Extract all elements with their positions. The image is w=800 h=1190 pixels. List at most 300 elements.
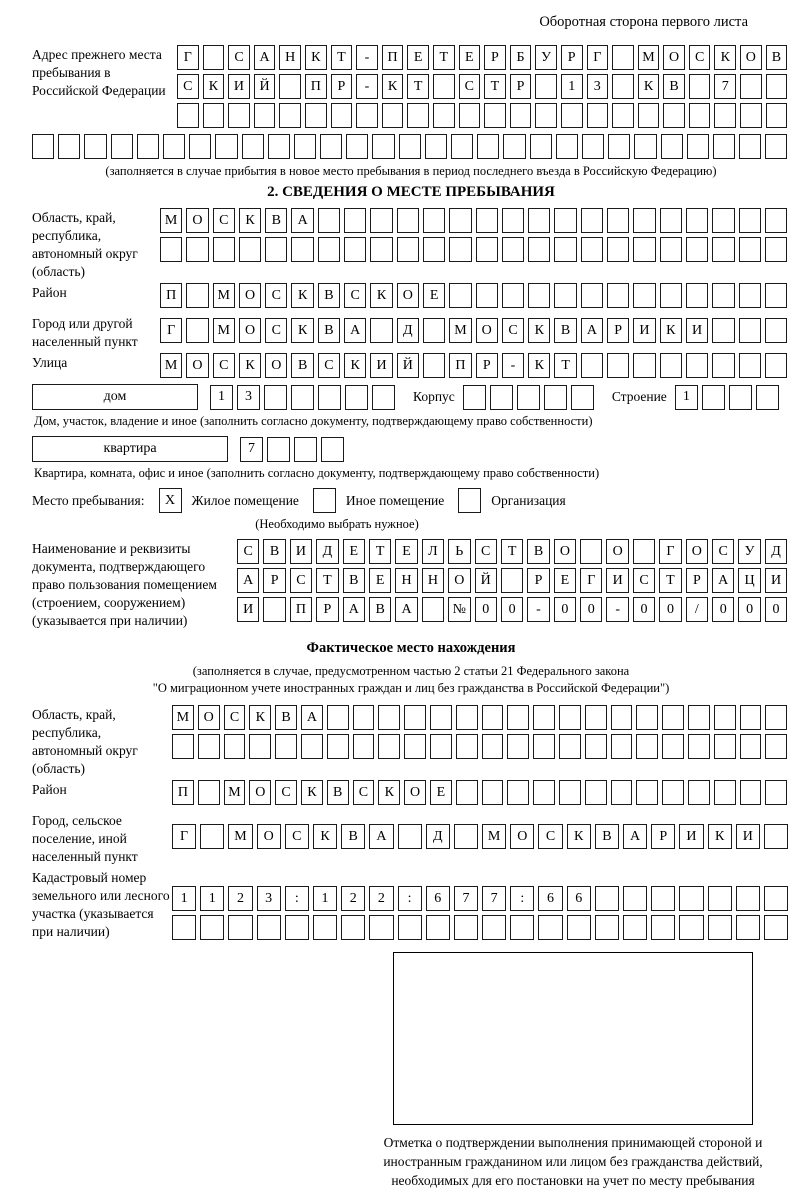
char-cell[interactable] — [476, 208, 498, 233]
organization-checkbox[interactable] — [458, 488, 481, 513]
char-cell[interactable]: Ь — [448, 539, 470, 564]
char-cell[interactable]: Р — [651, 824, 675, 849]
char-cell[interactable] — [370, 237, 392, 262]
char-cell[interactable] — [571, 385, 594, 410]
char-cell[interactable]: В — [265, 208, 287, 233]
char-cell[interactable] — [686, 353, 708, 378]
char-cell[interactable] — [382, 103, 404, 128]
char-cell[interactable] — [714, 780, 736, 805]
char-cell[interactable]: В — [327, 780, 349, 805]
char-cell[interactable] — [423, 208, 445, 233]
char-cell[interactable] — [607, 237, 629, 262]
char-cell[interactable]: О — [510, 824, 534, 849]
char-cell[interactable]: П — [160, 283, 182, 308]
char-cell[interactable]: С — [213, 353, 235, 378]
char-cell[interactable]: П — [290, 597, 312, 622]
char-cell[interactable] — [320, 134, 342, 159]
char-cell[interactable]: М — [172, 705, 194, 730]
char-cell[interactable] — [533, 780, 555, 805]
char-cell[interactable] — [399, 134, 421, 159]
char-cell[interactable] — [612, 45, 634, 70]
char-cell[interactable]: Н — [279, 45, 301, 70]
char-cell[interactable] — [137, 134, 159, 159]
char-cell[interactable]: 0 — [501, 597, 523, 622]
char-cell[interactable] — [765, 283, 787, 308]
char-cell[interactable] — [554, 283, 576, 308]
char-cell[interactable]: С — [502, 318, 524, 343]
char-cell[interactable] — [186, 283, 208, 308]
char-cell[interactable] — [689, 103, 711, 128]
char-cell[interactable]: О — [448, 568, 470, 593]
char-cell[interactable]: А — [712, 568, 734, 593]
char-cell[interactable] — [559, 734, 581, 759]
char-cell[interactable] — [268, 134, 290, 159]
char-cell[interactable]: 0 — [475, 597, 497, 622]
char-cell[interactable] — [611, 780, 633, 805]
char-cell[interactable] — [612, 74, 634, 99]
char-cell[interactable] — [638, 103, 660, 128]
char-cell[interactable]: В — [663, 74, 685, 99]
char-cell[interactable] — [729, 385, 752, 410]
char-cell[interactable]: С — [265, 318, 287, 343]
char-cell[interactable]: Е — [343, 539, 365, 564]
char-cell[interactable] — [454, 824, 478, 849]
char-cell[interactable]: Г — [177, 45, 199, 70]
char-cell[interactable]: С — [265, 283, 287, 308]
char-cell[interactable] — [739, 318, 761, 343]
char-cell[interactable] — [294, 437, 317, 462]
char-cell[interactable] — [651, 915, 675, 940]
char-cell[interactable] — [369, 915, 393, 940]
char-cell[interactable] — [708, 915, 732, 940]
char-cell[interactable]: Т — [369, 539, 391, 564]
char-cell[interactable]: С — [290, 568, 312, 593]
char-cell[interactable]: 1 — [200, 886, 224, 911]
char-cell[interactable]: Н — [395, 568, 417, 593]
char-cell[interactable]: В — [275, 705, 297, 730]
char-cell[interactable] — [740, 780, 762, 805]
char-cell[interactable] — [407, 103, 429, 128]
char-cell[interactable] — [451, 134, 473, 159]
char-cell[interactable] — [766, 74, 788, 99]
char-cell[interactable] — [456, 734, 478, 759]
char-cell[interactable] — [370, 318, 392, 343]
char-cell[interactable]: К — [239, 208, 261, 233]
char-cell[interactable]: О — [476, 318, 498, 343]
char-cell[interactable]: А — [301, 705, 323, 730]
char-cell[interactable]: М — [228, 824, 252, 849]
char-cell[interactable] — [321, 437, 344, 462]
char-cell[interactable] — [353, 705, 375, 730]
char-cell[interactable] — [533, 734, 555, 759]
char-cell[interactable] — [430, 734, 452, 759]
char-cell[interactable] — [633, 283, 655, 308]
char-cell[interactable]: И — [290, 539, 312, 564]
char-cell[interactable] — [739, 353, 761, 378]
char-cell[interactable] — [275, 734, 297, 759]
char-cell[interactable] — [765, 353, 787, 378]
char-cell[interactable] — [477, 134, 499, 159]
char-cell[interactable] — [301, 734, 323, 759]
char-cell[interactable]: К — [301, 780, 323, 805]
char-cell[interactable]: М — [482, 824, 506, 849]
char-cell[interactable] — [559, 780, 581, 805]
char-cell[interactable] — [305, 103, 327, 128]
char-cell[interactable] — [765, 705, 787, 730]
char-cell[interactable] — [318, 237, 340, 262]
char-cell[interactable] — [535, 74, 557, 99]
char-cell[interactable]: М — [638, 45, 660, 70]
char-cell[interactable] — [327, 734, 349, 759]
char-cell[interactable] — [740, 705, 762, 730]
char-cell[interactable] — [163, 134, 185, 159]
char-cell[interactable]: О — [239, 318, 261, 343]
char-cell[interactable]: Р — [510, 74, 532, 99]
char-cell[interactable]: М — [224, 780, 246, 805]
char-cell[interactable]: И — [679, 824, 703, 849]
char-cell[interactable] — [423, 318, 445, 343]
char-cell[interactable] — [32, 134, 54, 159]
char-cell[interactable] — [585, 734, 607, 759]
char-cell[interactable] — [633, 237, 655, 262]
char-cell[interactable] — [449, 237, 471, 262]
char-cell[interactable]: К — [714, 45, 736, 70]
char-cell[interactable] — [228, 915, 252, 940]
char-cell[interactable]: Е — [459, 45, 481, 70]
char-cell[interactable] — [346, 134, 368, 159]
char-cell[interactable]: Р — [561, 45, 583, 70]
char-cell[interactable]: 0 — [580, 597, 602, 622]
char-cell[interactable]: 0 — [738, 597, 760, 622]
char-cell[interactable] — [160, 237, 182, 262]
char-cell[interactable]: Р — [331, 74, 353, 99]
char-cell[interactable] — [318, 208, 340, 233]
char-cell[interactable] — [530, 134, 552, 159]
char-cell[interactable]: Й — [254, 74, 276, 99]
char-cell[interactable] — [535, 103, 557, 128]
char-cell[interactable] — [712, 237, 734, 262]
char-cell[interactable] — [528, 283, 550, 308]
char-cell[interactable] — [633, 208, 655, 233]
char-cell[interactable] — [533, 705, 555, 730]
char-cell[interactable]: К — [528, 353, 550, 378]
char-cell[interactable]: М — [160, 208, 182, 233]
char-cell[interactable] — [739, 237, 761, 262]
char-cell[interactable]: О — [606, 539, 628, 564]
char-cell[interactable]: О — [265, 353, 287, 378]
char-cell[interactable] — [456, 780, 478, 805]
char-cell[interactable]: О — [663, 45, 685, 70]
char-cell[interactable] — [660, 283, 682, 308]
char-cell[interactable] — [740, 103, 762, 128]
char-cell[interactable]: В — [318, 318, 340, 343]
char-cell[interactable] — [378, 734, 400, 759]
char-cell[interactable]: А — [395, 597, 417, 622]
char-cell[interactable] — [111, 134, 133, 159]
char-cell[interactable]: Е — [407, 45, 429, 70]
char-cell[interactable]: Т — [316, 568, 338, 593]
char-cell[interactable] — [611, 705, 633, 730]
char-cell[interactable]: 7 — [240, 437, 263, 462]
char-cell[interactable] — [633, 353, 655, 378]
char-cell[interactable] — [714, 103, 736, 128]
char-cell[interactable]: Т — [433, 45, 455, 70]
char-cell[interactable] — [736, 915, 760, 940]
char-cell[interactable] — [567, 915, 591, 940]
char-cell[interactable] — [765, 134, 787, 159]
char-cell[interactable] — [739, 208, 761, 233]
char-cell[interactable]: Т — [331, 45, 353, 70]
char-cell[interactable] — [585, 780, 607, 805]
char-cell[interactable]: И — [633, 318, 655, 343]
char-cell[interactable] — [556, 134, 578, 159]
char-cell[interactable] — [370, 208, 392, 233]
char-cell[interactable] — [765, 318, 787, 343]
char-cell[interactable] — [463, 385, 486, 410]
char-cell[interactable]: : — [510, 886, 534, 911]
char-cell[interactable] — [517, 385, 540, 410]
char-cell[interactable] — [544, 385, 567, 410]
char-cell[interactable]: С — [285, 824, 309, 849]
char-cell[interactable]: Е — [554, 568, 576, 593]
char-cell[interactable] — [736, 886, 760, 911]
char-cell[interactable] — [607, 283, 629, 308]
char-cell[interactable]: Т — [659, 568, 681, 593]
char-cell[interactable]: С — [475, 539, 497, 564]
char-cell[interactable] — [612, 103, 634, 128]
char-cell[interactable] — [581, 208, 603, 233]
char-cell[interactable]: Д — [765, 539, 787, 564]
char-cell[interactable] — [228, 103, 250, 128]
char-cell[interactable]: 1 — [561, 74, 583, 99]
char-cell[interactable] — [502, 237, 524, 262]
char-cell[interactable]: К — [638, 74, 660, 99]
char-cell[interactable] — [501, 568, 523, 593]
char-cell[interactable]: 2 — [369, 886, 393, 911]
char-cell[interactable] — [398, 915, 422, 940]
char-cell[interactable] — [581, 283, 603, 308]
char-cell[interactable] — [679, 915, 703, 940]
char-cell[interactable] — [608, 134, 630, 159]
char-cell[interactable] — [398, 824, 422, 849]
char-cell[interactable] — [559, 705, 581, 730]
char-cell[interactable] — [765, 208, 787, 233]
char-cell[interactable]: В — [595, 824, 619, 849]
char-cell[interactable] — [423, 237, 445, 262]
char-cell[interactable] — [327, 705, 349, 730]
char-cell[interactable] — [507, 734, 529, 759]
char-cell[interactable]: У — [738, 539, 760, 564]
char-cell[interactable]: Е — [423, 283, 445, 308]
char-cell[interactable]: О — [257, 824, 281, 849]
char-cell[interactable]: 0 — [765, 597, 787, 622]
char-cell[interactable] — [663, 103, 685, 128]
char-cell[interactable] — [372, 385, 395, 410]
char-cell[interactable]: С — [237, 539, 259, 564]
char-cell[interactable]: 0 — [554, 597, 576, 622]
char-cell[interactable]: Д — [397, 318, 419, 343]
char-cell[interactable]: Р — [316, 597, 338, 622]
char-cell[interactable]: А — [254, 45, 276, 70]
char-cell[interactable] — [688, 780, 710, 805]
char-cell[interactable] — [482, 915, 506, 940]
char-cell[interactable] — [687, 134, 709, 159]
char-cell[interactable]: В — [554, 318, 576, 343]
char-cell[interactable]: С — [353, 780, 375, 805]
char-cell[interactable] — [587, 103, 609, 128]
char-cell[interactable] — [510, 103, 532, 128]
char-cell[interactable] — [449, 283, 471, 308]
char-cell[interactable]: А — [344, 318, 366, 343]
char-cell[interactable] — [291, 237, 313, 262]
char-cell[interactable] — [422, 597, 444, 622]
char-cell[interactable]: Р — [484, 45, 506, 70]
char-cell[interactable] — [58, 134, 80, 159]
char-cell[interactable] — [686, 283, 708, 308]
char-cell[interactable]: В — [343, 568, 365, 593]
char-cell[interactable]: О — [249, 780, 271, 805]
char-cell[interactable] — [425, 134, 447, 159]
char-cell[interactable] — [291, 385, 314, 410]
char-cell[interactable] — [490, 385, 513, 410]
char-cell[interactable] — [662, 705, 684, 730]
char-cell[interactable]: О — [740, 45, 762, 70]
char-cell[interactable]: А — [369, 824, 393, 849]
char-cell[interactable]: К — [370, 283, 392, 308]
char-cell[interactable] — [242, 134, 264, 159]
char-cell[interactable] — [507, 780, 529, 805]
char-cell[interactable]: С — [213, 208, 235, 233]
char-cell[interactable] — [482, 705, 504, 730]
char-cell[interactable]: О — [186, 208, 208, 233]
char-cell[interactable]: К — [305, 45, 327, 70]
char-cell[interactable]: И — [765, 568, 787, 593]
char-cell[interactable]: Г — [160, 318, 182, 343]
char-cell[interactable] — [84, 134, 106, 159]
char-cell[interactable]: В — [263, 539, 285, 564]
char-cell[interactable]: К — [567, 824, 591, 849]
char-cell[interactable] — [433, 74, 455, 99]
char-cell[interactable]: 7 — [454, 886, 478, 911]
char-cell[interactable]: С — [712, 539, 734, 564]
char-cell[interactable] — [702, 385, 725, 410]
char-cell[interactable]: 1 — [675, 385, 698, 410]
char-cell[interactable]: Й — [397, 353, 419, 378]
char-cell[interactable] — [581, 237, 603, 262]
char-cell[interactable] — [172, 915, 196, 940]
char-cell[interactable]: 0 — [659, 597, 681, 622]
char-cell[interactable] — [662, 780, 684, 805]
char-cell[interactable] — [318, 385, 341, 410]
char-cell[interactable] — [607, 353, 629, 378]
char-cell[interactable] — [456, 705, 478, 730]
char-cell[interactable] — [502, 208, 524, 233]
char-cell[interactable]: Е — [430, 780, 452, 805]
char-cell[interactable] — [476, 237, 498, 262]
char-cell[interactable] — [636, 734, 658, 759]
char-cell[interactable] — [331, 103, 353, 128]
char-cell[interactable] — [714, 734, 736, 759]
char-cell[interactable]: О — [404, 780, 426, 805]
char-cell[interactable]: С — [228, 45, 250, 70]
char-cell[interactable]: 3 — [237, 385, 260, 410]
char-cell[interactable] — [482, 734, 504, 759]
char-cell[interactable] — [634, 134, 656, 159]
char-cell[interactable]: И — [736, 824, 760, 849]
char-cell[interactable]: Г — [172, 824, 196, 849]
char-cell[interactable] — [688, 705, 710, 730]
char-cell[interactable] — [177, 103, 199, 128]
char-cell[interactable] — [766, 103, 788, 128]
char-cell[interactable] — [372, 134, 394, 159]
char-cell[interactable]: С — [633, 568, 655, 593]
char-cell[interactable] — [765, 734, 787, 759]
char-cell[interactable]: - — [356, 45, 378, 70]
char-cell[interactable] — [689, 74, 711, 99]
char-cell[interactable] — [660, 237, 682, 262]
char-cell[interactable]: С — [459, 74, 481, 99]
char-cell[interactable]: А — [291, 208, 313, 233]
char-cell[interactable] — [430, 705, 452, 730]
char-cell[interactable] — [582, 134, 604, 159]
char-cell[interactable]: Т — [501, 539, 523, 564]
char-cell[interactable]: Г — [580, 568, 602, 593]
char-cell[interactable]: П — [172, 780, 194, 805]
char-cell[interactable]: Г — [659, 539, 681, 564]
char-cell[interactable] — [397, 237, 419, 262]
char-cell[interactable]: Г — [587, 45, 609, 70]
char-cell[interactable]: К — [378, 780, 400, 805]
char-cell[interactable]: В — [341, 824, 365, 849]
char-cell[interactable] — [712, 283, 734, 308]
char-cell[interactable] — [267, 437, 290, 462]
char-cell[interactable] — [257, 915, 281, 940]
char-cell[interactable] — [482, 780, 504, 805]
char-cell[interactable]: Р — [686, 568, 708, 593]
char-cell[interactable]: 3 — [257, 886, 281, 911]
other-premises-checkbox[interactable] — [313, 488, 336, 513]
char-cell[interactable] — [249, 734, 271, 759]
char-cell[interactable]: В — [527, 539, 549, 564]
char-cell[interactable]: П — [305, 74, 327, 99]
char-cell[interactable] — [636, 705, 658, 730]
char-cell[interactable]: А — [581, 318, 603, 343]
char-cell[interactable] — [739, 283, 761, 308]
char-cell[interactable] — [764, 915, 788, 940]
char-cell[interactable]: Й — [475, 568, 497, 593]
char-cell[interactable]: 1 — [313, 886, 337, 911]
char-cell[interactable] — [679, 886, 703, 911]
char-cell[interactable]: С — [224, 705, 246, 730]
char-cell[interactable]: О — [686, 539, 708, 564]
char-cell[interactable] — [186, 318, 208, 343]
char-cell[interactable] — [561, 103, 583, 128]
char-cell[interactable]: К — [708, 824, 732, 849]
char-cell[interactable]: Р — [263, 568, 285, 593]
char-cell[interactable]: О — [554, 539, 576, 564]
char-cell[interactable] — [764, 886, 788, 911]
char-cell[interactable]: Р — [476, 353, 498, 378]
char-cell[interactable] — [740, 74, 762, 99]
char-cell[interactable]: К — [203, 74, 225, 99]
char-cell[interactable] — [661, 134, 683, 159]
char-cell[interactable]: С — [177, 74, 199, 99]
char-cell[interactable]: К — [528, 318, 550, 343]
char-cell[interactable] — [713, 134, 735, 159]
char-cell[interactable] — [433, 103, 455, 128]
char-cell[interactable]: К — [313, 824, 337, 849]
char-cell[interactable] — [224, 734, 246, 759]
